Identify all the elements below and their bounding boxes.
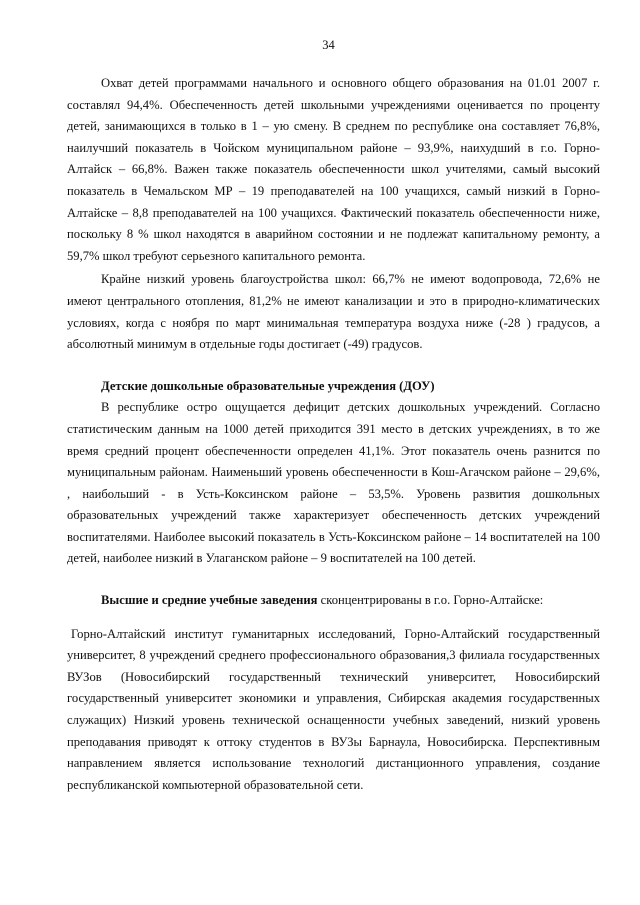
paragraph-preschool: В республике остро ощущается дефицит детских дошкольных учреждений. Согласно статистическим данным на 1000 детей приходится 391 место в детских учреждениях, в то же время средний процент обеспеченности определен 41,1%. Этот показатель очень разнится по муниципальным районам. Наименьший уровень обеспеченности в Кош-Агачском районе – 29,6%, , наибольший - в Усть-Коксинском районе – 53,5%. Уровень развития дошкольных образовательных учреждений также характеризует обеспеченность детских учреждений воспитателями. Наиболее высокий показатель в Усть-Коксинском районе – 14 воспитателей на 100 детей, наиболее низкий в Улаганском районе – 9 воспитателей на 100 детей. xyxy=(67,400,600,566)
paragraph-school-coverage: Охват детей программами начального и основного общего образования на 01.01 2007 г. составлял 94,4%. Обеспеченность детей школьными учреждениями оценивается по проценту детей, занимающихся в только в 1 – ую смену. В среднем по республике она составляет 76,8%, наилучший показатель в Чойском муниципальном районе – 93,9%, наихудший в г.о. Горно-Алтайск – 66,8%. Важен также показатель обеспеченности школ учителями, самый высокий показатель в Чемальском МР – 19 преподавателей на 100 учащихся, самый низкий в Горно-Алтайске – 8,8 преподавателей на 100 учащихся. Фактический показатель обеспеченности ниже, поскольку 8 % школ находятся в аварийном состоянии и не подлежат капитальному ремонту, а 59,7% школ требуют серьезного капитального ремонта. xyxy=(67,76,600,263)
page-number: 34 xyxy=(322,38,335,52)
section-heading-higher-education xyxy=(67,590,600,612)
paragraph-school-amenities: Крайне низкий уровень благоустройства школ: 66,7% не имеют водопровода, 72,6% не имеют центрального отопления, 81,2% не имеют канализации и это в природно-климатических условиях, когда с ноября по март минимальная температура воздуха ниже (-28 ) градусов, а абсолютный минимум в отдельные годы достигает (-49) градусов. xyxy=(67,272,600,352)
paragraph-higher-education: Горно-Алтайский институт гуманитарных исследований, Горно-Алтайский государственный университет, 8 учреждений среднего профессионального образования,3 филиала государственных ВУЗов (Новосибирский государственный технический университет, Новосибирский государственный университет экономики и управления, Сибирская академия государственных служащих) Низкий уровень технической оснащенности учебных заведений, низкий уровень преподавания приводят к оттоку студентов в ВУЗы Барнаула, Новосибирска. Перспективным направлением является использование технологий дистанционного управления, создание республиканской компьютерной образовательной сети. xyxy=(67,626,600,792)
heading-higher-education-bold: Высшие и средние учебные заведения xyxy=(101,593,318,608)
heading-higher-education-rest: сконцентрированы в г.о. Горно-Алтайске: xyxy=(317,593,544,608)
section-heading-preschool: Детские дошкольные образовательные учреждения (ДОУ) xyxy=(101,378,435,393)
